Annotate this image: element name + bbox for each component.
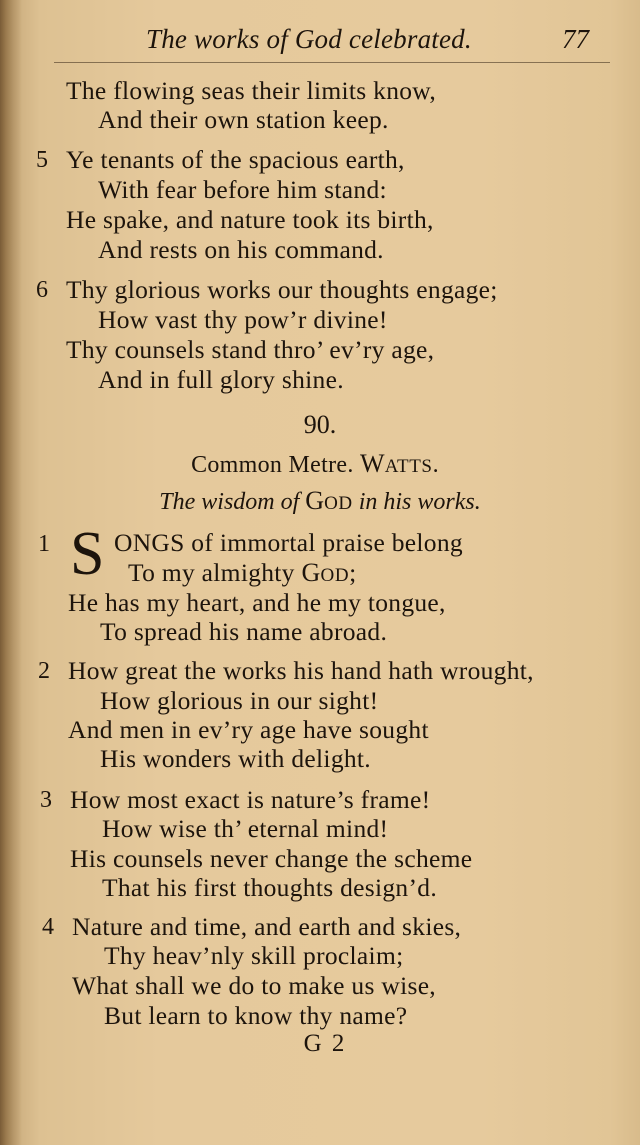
verse-line: Nature and time, and earth and skies,: [72, 912, 462, 941]
verse-number: 4: [42, 914, 54, 940]
verse-line: His counsels never change the scheme: [70, 844, 473, 873]
page-number: 77: [562, 24, 589, 54]
line-text: To my almighty: [128, 558, 295, 587]
verse-line: Ye tenants of the spacious earth,: [66, 145, 405, 174]
hymn-metre-author: [0, 449, 630, 479]
subtitle-suffix: in his works.: [358, 489, 481, 515]
verse-line: How most exact is nature’s frame!: [70, 785, 431, 814]
god-rest: OD: [320, 565, 350, 586]
verse-line: And in full glory shine.: [98, 365, 344, 394]
verse-line: How wise th’ eternal mind!: [102, 814, 389, 843]
drop-cap: S: [70, 520, 105, 588]
verse-line: Thy counsels stand thro’ ev’ry age,: [66, 335, 435, 364]
verse-line: That his first thoughts design’d.: [102, 873, 437, 902]
verse-line: How glorious in our sight!: [100, 686, 379, 715]
verse-number: 5: [36, 147, 48, 173]
metre: Common Metre.: [191, 452, 354, 478]
author-period: .: [432, 452, 439, 478]
subtitle-god-initial: G: [305, 486, 325, 515]
verse-line: Thy glorious works our thoughts engage;: [66, 275, 498, 304]
verse-line: And their own station keep.: [98, 105, 389, 134]
verse-line: With fear before him stand:: [98, 175, 387, 204]
verse-line: ONGS of immortal praise belong: [114, 528, 463, 557]
verse-line: His wonders with delight.: [100, 744, 371, 773]
signature-mark: G 2: [303, 1030, 347, 1057]
verse-number: 1: [38, 531, 50, 557]
verse-line: What shall we do to make us wise,: [72, 971, 436, 1000]
verse-line: Thy heav’nly skill proclaim;: [104, 941, 404, 970]
verse-line: The flowing seas their limits know,: [66, 76, 437, 105]
verse-line: And men in ev’ry age have sought: [68, 715, 429, 744]
verse-line: He spake, and nature took its birth,: [66, 205, 434, 234]
line-punct: ;: [349, 558, 357, 587]
author-rest: ATTS: [384, 456, 433, 477]
verse-line: How great the works his hand hath wrought,: [68, 656, 534, 685]
verse-line: But learn to know thy name?: [104, 1001, 408, 1030]
hymn-number: 90.: [303, 410, 337, 439]
verse-number: 6: [36, 277, 48, 303]
header-rule: [54, 62, 610, 63]
verse-line: He has my heart, and he my tongue,: [68, 588, 446, 617]
god-initial: G: [301, 558, 321, 587]
subtitle-god-rest: OD: [324, 493, 353, 514]
hymn-subtitle: [0, 486, 640, 516]
author-initial: W: [359, 449, 385, 478]
verse-line: [128, 558, 357, 588]
verse-number: 2: [38, 658, 50, 684]
verse-line: And rests on his command.: [98, 235, 384, 264]
running-title: The works of God celebrated.: [146, 24, 472, 54]
subtitle-prefix: The wisdom of: [159, 489, 300, 515]
verse-number: 3: [40, 787, 52, 813]
running-header: [0, 24, 640, 58]
verse-line: How vast thy pow’r divine!: [98, 305, 388, 334]
verse-line: To spread his name abroad.: [100, 617, 388, 646]
